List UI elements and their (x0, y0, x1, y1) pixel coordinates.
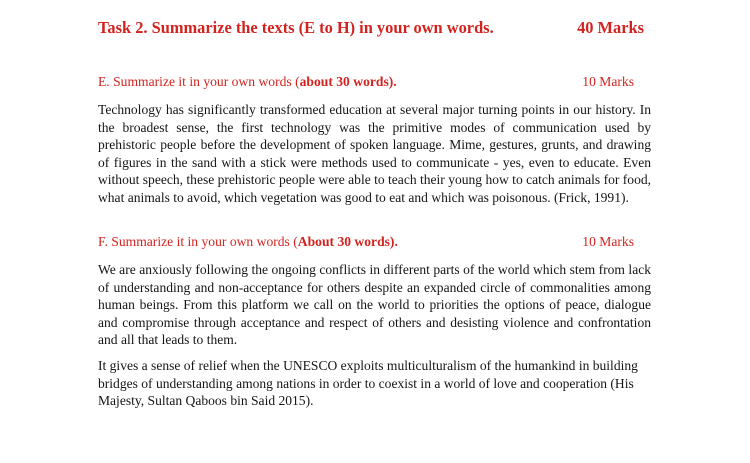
section-f-paragraph-2: It gives a sense of relief when the UNESCO exploits multiculturalism of the humankind in building bridges of understanding among nations in order to coexist in a world of love and cooperation (His Majesty, Sultan Qaboos bin Said 2015). (98, 358, 638, 409)
section-f-label-bold: About 30 words). (297, 234, 398, 249)
section-f-heading (98, 234, 634, 250)
section-f-paragraph-1: We are anxiously following the ongoing conflicts in different parts of the world which stem from lack of understanding and non-acceptance for others despite an expanded circle of commonalities among human beings. From this platform we call on the world to priorities the options of peace, dialogue and compromise through acceptance and respect of others and desisting violence and confrontation and all that leads to them. (98, 262, 651, 348)
task-marks: 40 Marks (577, 18, 644, 37)
section-e-paragraph: Technology has significantly transformed education at several major turning points in our history. In the broadest sense, the first technology was the primitive modes of communication used by prehistoric people before the development of spoken language. Mime, gestures, grunts, and drawing of figures in the sand with a stick were methods used to communicate - yes, even to educate. Even without speech, these prehistoric people were able to teach their young how to catch animals for food, what animals to avoid, which vegetation was good to eat and which was poisonous. (Frick, 1991). (98, 102, 651, 205)
section-e-heading (98, 74, 634, 90)
section-e-label: E. Summarize it in your own words ( (98, 74, 300, 89)
task-title: Task 2. Summarize the texts (E to H) in your own words. (98, 18, 494, 37)
section-f-label: F. Summarize it in your own words ( (98, 234, 298, 249)
section-e-label-bold: about 30 words). (299, 74, 397, 89)
section-e-marks: 10 Marks (582, 74, 634, 89)
section-f-marks: 10 Marks (582, 234, 634, 249)
